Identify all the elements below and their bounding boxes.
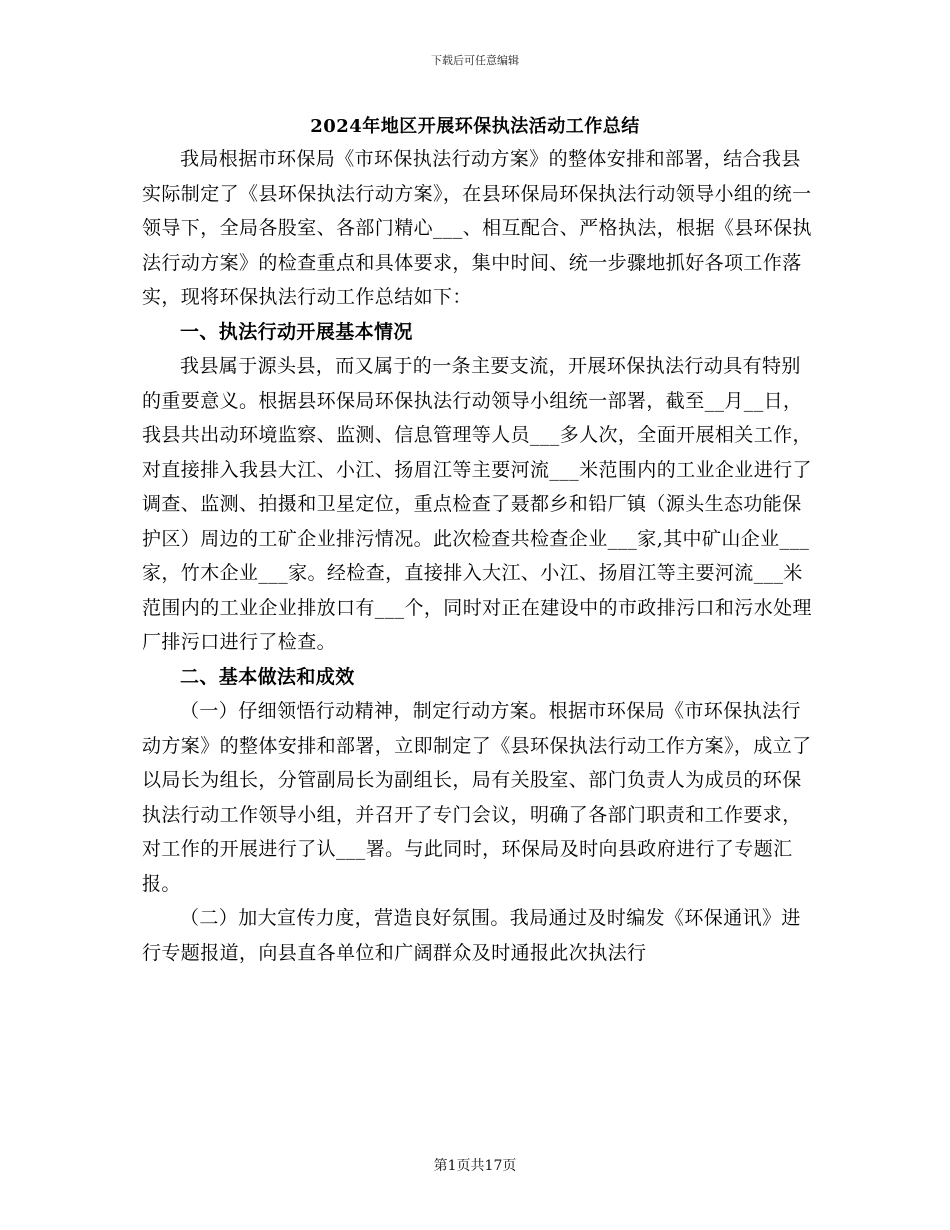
section-2-paragraph-2: （二）加大宣传力度，营造良好氛围。我局通过及时编发《环保通讯》进行专题报道，向县直各单位和广阔群众及时通报此次执法行 — [142, 907, 801, 964]
section-1-paragraph: 我县属于源头县，而又属于的一条主要支流，开展环保执法行动具有特别的重要意义。根据县环保局环保执法行动领导小组统一部署，截至__月__日，我县共出动环境监察、监测、信息管理等人员___多人次，全面开展相关工作，对直接排入我县大江、小江、扬眉江等主要河流___米范围内的工业企业进行了调查、监测、拍摄和卫星定位，重点检查了聂都乡和铅厂镇（源头生态功能保护区）周边的工矿企业排污情况。此次检查共检查企业___家,其中矿山企业___家，竹木企业___家。经检查，直接排入大江、小江、扬眉江等主要河流___米范围内的工业企业排放口有___个，同时对正在建设中的市政排污口和污水处理厂排污口进行了检查。 — [142, 355, 812, 653]
section-2-heading: 二、基本做法和成效 — [180, 665, 355, 688]
document-body — [142, 142, 817, 970]
page-number-footer: 第1页共17页 — [433, 1158, 517, 1174]
section-2-paragraph-1: （一）仔细领悟行动精神，制定行动方案。根据市环保局《市环保执法行动方案》的整体安排和部署，立即制定了《县环保执法行动工作方案》，成立了以局长为组长，分管副局长为副组长，局有关股室、部门负责人为成员的环保执法行动工作领导小组，并召开了专门会议，明确了各部门职责和工作要求，对工作的开展进行了认___署。与此同时，环保局及时向县政府进行了专题汇报。 — [142, 700, 812, 895]
page-header-note: 下载后可任意编辑 — [431, 54, 519, 67]
document-title: 2024年地区开展环保执法活动工作总结 — [310, 116, 640, 137]
intro-paragraph: 我局根据市环保局《市环保执法行动方案》的整体安排和部署，结合我县实际制定了《县环保执法行动方案》，在县环保局环保执法行动领导小组的统一领导下，全局各股室、各部门精心___、相互配合、严格执法，根据《县环保执法行动方案》的检查重点和具体要求，集中时间、统一步骤地抓好各项工作落实，现将环保执法行动工作总结如下： — [142, 148, 812, 308]
section-1-heading: 一、执法行动开展基本情况 — [180, 320, 413, 343]
